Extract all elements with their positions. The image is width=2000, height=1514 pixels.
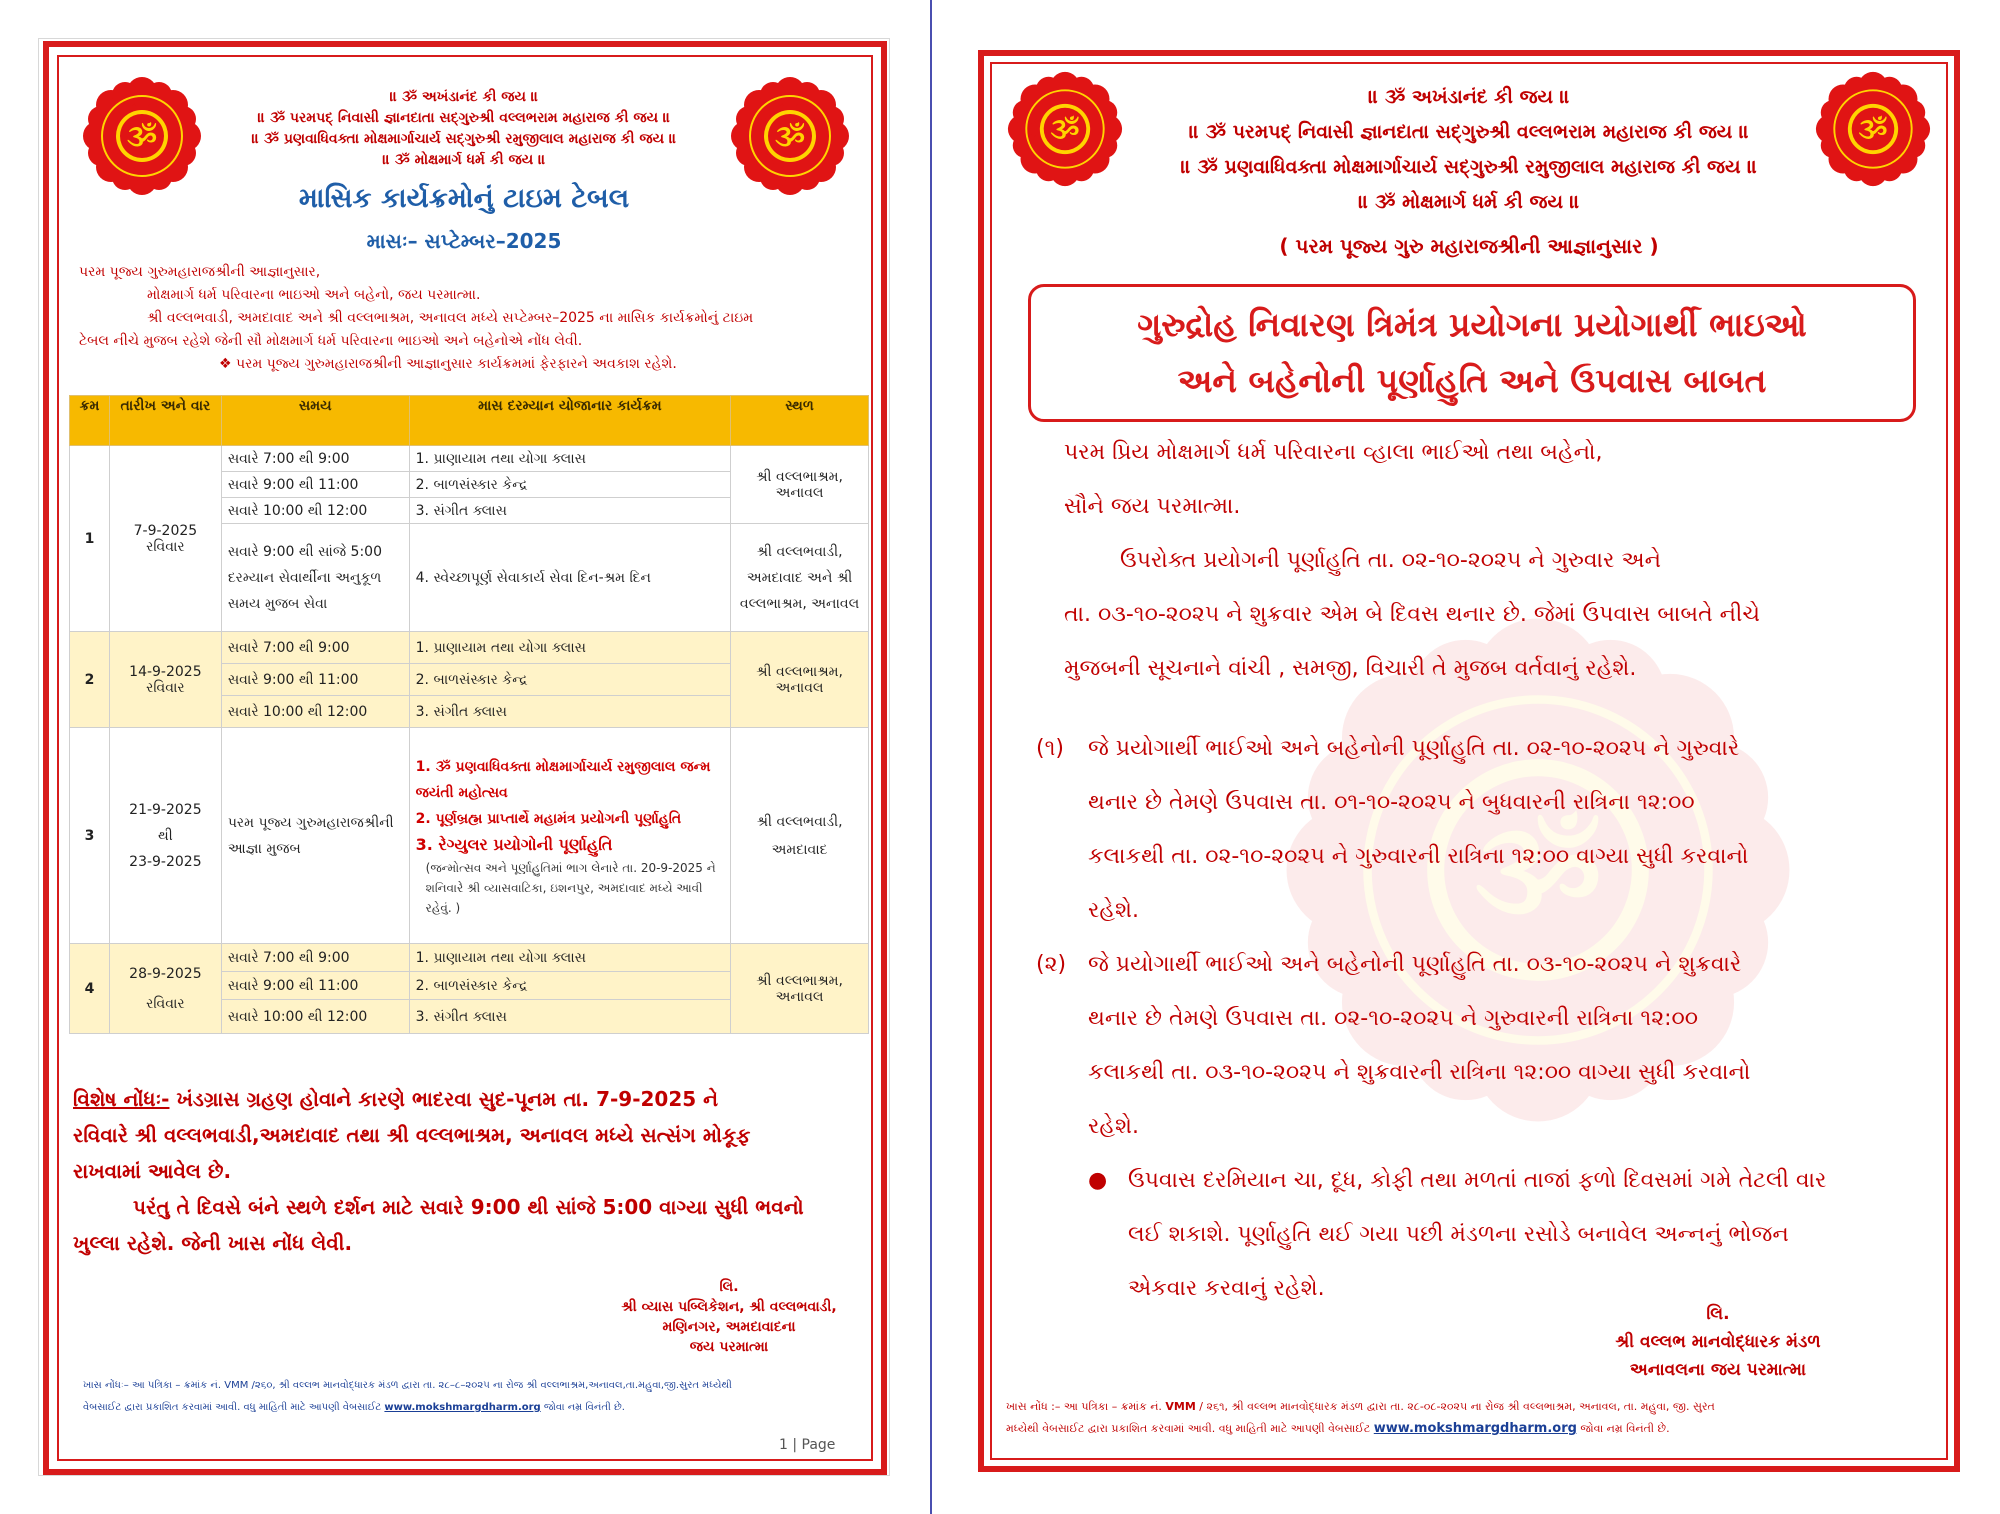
item-line: રહેશે.	[1088, 898, 1139, 923]
program-cell: 2. બાળસંસ્કાર કેન્દ્ર	[409, 972, 730, 1000]
col-header: ક્રમ	[70, 396, 110, 446]
intro-line: ❖ પરમ પૂજ્ય ગુરુમહારાજશ્રીની આજ્ઞાનુસાર કાર્યક્રમમાં ફેરફારને અવકાશ રહેશે.	[219, 356, 677, 372]
date-text: 28-9-2025	[129, 965, 202, 982]
time-cell: સવારે 9:00 થી સાંજે 5:00 દરમ્યાન સેવાર્થીના અનુકૂળ સમય મુજબ સેવા	[221, 524, 409, 632]
program-cell: 2. બાળસંસ્કાર કેન્દ્ર	[409, 472, 730, 498]
program-cell: 3. સંગીત ક્લાસ	[409, 696, 730, 728]
time-cell: સવારે 9:00 થી 11:00	[221, 972, 409, 1000]
col-header: માસ દરમ્યાન યોજાનાર કાર્યક્રમ	[409, 396, 730, 446]
item-line: થનાર છે તેમણે ઉપવાસ તા. ૦૧-૧૦-૨૦૨૫ ને બુધવારની રાત્રિના ૧૨:૦૦	[1088, 790, 1695, 815]
item-line: કલાકથી તા. ૦૨-૧૦-૨૦૨૫ ને ગુરુવારની રાત્રિના ૧૨:૦૦ વાગ્યા સુધી કરવાનો	[1088, 844, 1749, 869]
col-header: તારીખ અને વાર	[109, 396, 221, 446]
website-link[interactable]: www.mokshmargdharm.org	[1373, 1421, 1577, 1436]
time-cell: સવારે 10:00 થી 12:00	[221, 696, 409, 728]
day-text: રવિવાર	[146, 679, 185, 696]
date-text: 21-9-2025	[129, 801, 202, 818]
program-cell: 1. પ્રાણાયામ તથા યોગા ક્લાસ	[409, 632, 730, 664]
item-line: થનાર છે તેમણે ઉપવાસ તા. ૦૨-૧૦-૨૦૨૫ ને ગુરુવારની રાત્રિના ૧૨:૦૦	[1088, 1006, 1699, 1031]
table-row	[70, 944, 869, 972]
para-line: ઉપરોક્ત પ્રયોગની પૂર્ણાહુતિ તા. ૦૨-૧૦-૨૦૨૫ ને ગુરુવાર અને	[1120, 548, 1661, 573]
website-link[interactable]: www.mokshmargdharm.org	[384, 1402, 541, 1413]
bullet-line: એકવાર કરવાનું રહેશે.	[1128, 1276, 1325, 1301]
sig-li: લિ.	[719, 1279, 739, 1295]
program-note: (જન્મોત્સવ અને પૂર્ણાહુતિમાં ભાગ લેનારે તા. 20-9-2025 ને શનિવારે શ્રી વ્યાસવાટિકા, ઇશનપુર, અમદાવાદ મધ્યે આવી રહેવું. )	[425, 860, 716, 915]
place-cell: શ્રી વલ્લભાશ્રમ, અનાવલ	[731, 446, 869, 524]
place-cell: શ્રી વલ્લભવાડી, અમદાવાદ અને શ્રી વલ્લભાશ્રમ, અનાવલ	[731, 524, 869, 632]
footer-text: / ૨૬૧, શ્રી વલ્લભ માનવોદ્ધારક મંડળ દ્વારા તા. ૨૮-૦૮-૨૦૨૫ ના રોજ શ્રી વલ્લભાશ્રમ, અનાવલ, તા. મહુવા, જી. સુરત	[1195, 1400, 1715, 1413]
footer-line	[1006, 1418, 1936, 1440]
footer-line	[83, 1397, 883, 1419]
schedule-table	[69, 395, 869, 1034]
program-item: 1. ૐ પ્રણવાધિવક્તા મોક્ષમાર્ગાચાર્ય રમુજીલાલ જન્મ જયંતી મહોત્સવ	[415, 758, 711, 801]
intro-line: ટેબલ નીચે મુજબ રહેશે જેની સૌ મોક્ષમાર્ગ ધર્મ પરિવારના ભાઇઓ અને બહેનોએ નોંધ લેવી.	[79, 333, 583, 349]
sig-line: મણિનગર, અમદાવાદના	[662, 1319, 796, 1335]
month-label: માસઃ– સપ્ટેમ્બર–2025	[366, 229, 562, 253]
jay-header	[978, 80, 1960, 220]
greeting-line: પરમ પ્રિય મોક્ષમાર્ગ ધર્મ પરિવારના વ્હાલા ભાઈઓ તથા બહેનો,	[1064, 440, 1603, 465]
bullet-icon: ●	[1088, 1168, 1108, 1193]
time-cell: સવારે 9:00 થી 11:00	[221, 664, 409, 696]
jay-line: ॥ ૐ અખંડાનંદ કી જય ॥	[389, 89, 539, 105]
row-index: 2	[70, 632, 110, 728]
footer-text: મધ્યેથી વેબસાઈટ દ્વારા પ્રકાશિત કરવામાં આવી. વધુ માહિતી માટે આપણી વેબસાઈટ	[1006, 1422, 1374, 1435]
footer-text: ખાસ નોંધ :– આ પત્રિકા – ક્રમાંક નં.	[1006, 1400, 1166, 1413]
row-index: 3	[70, 728, 110, 944]
intro-line: મોક્ષમાર્ગ ધર્મ પરિવારના ભાઇઓ અને બહેનો, જય પરમાત્મા.	[147, 287, 481, 303]
col-header: સ્થળ	[731, 396, 869, 446]
table-header-row	[70, 396, 869, 446]
jay-header	[39, 87, 889, 171]
instruction-item	[1088, 722, 1928, 938]
bullet-line: ઉપવાસ દરમિયાન ચા, દૂધ, કોફી તથા મળતાં તાજાં ફળો દિવસમાં ગમે તેટલી વાર	[1128, 1168, 1827, 1193]
note-text: ખુલ્લા રહેશે. જેની ખાસ નોંધ લેવી.	[73, 1231, 353, 1255]
sig-line: શ્રી વલ્લભ માનવોદ્ધારક મંડળ	[1615, 1332, 1821, 1352]
footer-text: જોવા નમ્ર વિનંતી છે.	[540, 1402, 625, 1413]
item-line: કલાકથી તા. ૦૩-૧૦-૨૦૨૫ ને શુક્રવારની રાત્રિના ૧૨:૦૦ વાગ્યા સુધી કરવાનો	[1088, 1060, 1751, 1085]
left-signature	[579, 1277, 879, 1357]
instruction-item	[1088, 938, 1928, 1154]
agya-line: ( પરમ પૂજ્ય ગુરુ મહારાજશ્રીની આજ્ઞાનુસાર )	[1279, 234, 1659, 258]
program-cell: 3. સંગીત ક્લાસ	[409, 1000, 730, 1034]
program-cell: 3. સંગીત ક્લાસ	[409, 498, 730, 524]
time-cell: સવારે 9:00 થી 11:00	[221, 472, 409, 498]
row-date	[109, 446, 221, 632]
title-line: અને બહેનોની પૂર્ણાહુતિ અને ઉપવાસ બાબત	[1177, 361, 1767, 400]
time-cell: સવારે 7:00 થી 9:00	[221, 944, 409, 972]
jay-line: ॥ ૐ પરમપદ્ નિવાસી જ્ઞાનદાતા સદ્ગુરુશ્રી વલ્લભરામ મહારાજ કી જય ॥	[1188, 121, 1750, 143]
footer-text: વેબસાઈટ દ્વારા પ્રકાશિત કરવામાં આવી. વધુ માહિતી માટે આપણી વેબસાઈટ	[83, 1402, 385, 1413]
para-line: તા. ૦૩-૧૦-૨૦૨૫ ને શુક્રવાર એમ બે દિવસ થનાર છે. જેમાં ઉપવાસ બાબતે નીચે	[1064, 602, 1760, 627]
time-cell: સવારે 10:00 થી 12:00	[221, 498, 409, 524]
note-label: વિશેષ નોંધઃ-	[73, 1087, 170, 1111]
footer-text: જોવા નમ્ર વિનંતી છે.	[1576, 1422, 1670, 1435]
program-cell: 4. સ્વેચ્છાપૂર્ણ સેવાકાર્ય સેવા દિન-શ્રમ દિન	[409, 524, 730, 632]
date-text: 14-9-2025	[129, 663, 202, 680]
col-header: સમય	[221, 396, 409, 446]
right-signature	[1538, 1300, 1898, 1384]
intro-line: શ્રી વલ્લભવાડી, અમદાવાદ અને શ્રી વલ્લભાશ્રમ, અનાવલ મધ્યે સપ્ટેમ્બર–2025 ના માસિક કાર્યક્રમોનું ટાઇમ	[147, 310, 754, 326]
sig-line: જય પરમાત્મા	[689, 1339, 769, 1355]
program-cell: 2. બાળસંસ્કાર કેન્દ્ર	[409, 664, 730, 696]
place-cell: શ્રી વલ્લભવાડી, અમદાવાદ	[731, 728, 869, 944]
item-line: જે પ્રયોગાર્થી ભાઈઓ અને બહેનોની પૂર્ણાહુતિ તા. ૦૩-૧૦-૨૦૨૫ ને શુક્રવારે	[1088, 952, 1742, 977]
jay-line: ॥ ૐ પરમપદ્ નિવાસી જ્ઞાનદાતા સદ્ગુરુશ્રી વલ્લભરામ મહારાજ કી જય ॥	[257, 110, 671, 126]
intro-line: પરમ પૂજ્ય ગુરુમહારાજશ્રીની આજ્ઞાનુસાર,	[79, 264, 321, 280]
jay-line: ॥ ૐ પ્રણવાધિવક્તા મોક્ષમાર્ગાચાર્ય સદ્ગુરુશ્રી રમુજીલાલ મહારાજ કી જય ॥	[1180, 156, 1758, 178]
time-cell: સવારે 7:00 થી 9:00	[221, 446, 409, 472]
item-line: જે પ્રયોગાર્થી ભાઈઓ અને બહેનોની પૂર્ણાહુતિ તા. ૦૨-૧૦-૨૦૨૫ ને ગુરુવારે	[1088, 736, 1740, 761]
special-note	[73, 1081, 873, 1261]
note-text: રાખવામાં આવેલ છે.	[73, 1159, 232, 1183]
date-text: 7-9-2025	[133, 522, 198, 539]
time-cell: સવારે 10:00 થી 12:00	[221, 1000, 409, 1034]
place-cell: શ્રી વલ્લભાશ્રમ, અનાવલ	[731, 944, 869, 1034]
right-footer	[1006, 1396, 1936, 1440]
program-cell: 1. પ્રાણાયામ તથા યોગા ક્લાસ	[409, 944, 730, 972]
title-line: ગુરુદ્રોહ નિવારણ ત્રિમંત્ર પ્રયોગના પ્રયોગાર્થી ભાઇઓ	[1137, 305, 1807, 344]
sig-li: લિ.	[1706, 1304, 1730, 1324]
time-cell: સવારે 7:00 થી 9:00	[221, 632, 409, 664]
program-item: 3. રેગ્યુલર પ્રયોગોની પૂર્ણાહુતિ	[415, 834, 613, 854]
greeting-line: સૌને જય પરમાત્મા.	[1064, 494, 1241, 519]
jay-line: ॥ ૐ મોક્ષમાર્ગ ધર્મ કી જય ॥	[1358, 191, 1580, 213]
page-number: 1 | Page	[779, 1437, 836, 1453]
para-line: મુજબની સૂચનાને વાંચી , સમજી, વિચારી તે મુજબ વર્તવાનું રહેશે.	[1064, 656, 1637, 681]
program-item: 2. પૂર્ણબ્રહ્મ પ્રાપ્તાર્થે મહામંત્ર પ્રયોગની પૂર્ણાહુતિ	[415, 810, 682, 827]
jay-line: ॥ ૐ અખંડાનંદ કી જય ॥	[1368, 86, 1570, 108]
jay-line: ॥ ૐ પ્રણવાધિવક્તા મોક્ષમાર્ગાચાર્ય સદ્ગુરુશ્રી રમુજીલાલ મહારાજ કી જય ॥	[251, 131, 677, 147]
item-number: (૧)	[1036, 736, 1064, 761]
date-text: 23-9-2025	[129, 853, 202, 870]
page-divider	[930, 0, 932, 1514]
program-cell: 1. પ્રાણાયામ તથા યોગા ક્લાસ	[409, 446, 730, 472]
intro-block	[79, 261, 879, 376]
jay-line: ॥ ૐ મોક્ષમાર્ગ ધર્મ કી જય ॥	[382, 152, 546, 168]
footer-text: VMM	[1165, 1400, 1196, 1413]
program-cell	[409, 728, 730, 944]
title-box	[1028, 284, 1916, 422]
place-cell: શ્રી વલ્લભાશ્રમ, અનાવલ	[731, 632, 869, 728]
note-text: પરંતુ તે દિવસે બંને સ્થળે દર્શન માટે સવારે 9:00 થી સાંજે 5:00 વાગ્યા સુધી ભવનો	[133, 1195, 804, 1219]
sig-line: શ્રી વ્યાસ પબ્લિકેશન, શ્રી વલ્લભવાડી,	[621, 1299, 837, 1315]
row-date	[109, 632, 221, 728]
page-title: માસિક કાર્યક્રમોનું ટાઇમ ટેબલ	[298, 183, 630, 214]
greeting	[1064, 426, 1924, 534]
sig-line: અનાવલના જય પરમાત્મા	[1629, 1360, 1807, 1380]
item-line: રહેશે.	[1088, 1114, 1139, 1139]
bullet-item	[1128, 1154, 1928, 1316]
day-text: રવિવાર	[146, 995, 185, 1012]
time-cell: પરમ પૂજ્ય ગુરુમહારાજશ્રીની આજ્ઞા મુજબ	[221, 728, 409, 944]
right-page	[978, 50, 1960, 1472]
left-footer	[83, 1375, 883, 1419]
row-index: 1	[70, 446, 110, 632]
row-index: 4	[70, 944, 110, 1034]
day-text: રવિવાર	[146, 538, 185, 555]
footer-line	[1006, 1396, 1936, 1418]
date-text: થી	[158, 827, 173, 844]
note-text: રવિવારે શ્રી વલ્લભવાડી,અમદાવાદ તથા શ્રી વલ્લભાશ્રમ, અનાવલ મધ્યે સત્સંગ મોકૂફ	[73, 1123, 751, 1147]
table-row	[70, 728, 869, 944]
table-row	[70, 632, 869, 664]
table-row	[70, 446, 869, 472]
row-date	[109, 728, 221, 944]
left-page	[38, 38, 890, 1476]
note-text: ખંડગ્રાસ ગ્રહણ હોવાને કારણે ભાદરવા સુદ-પૂનમ તા. 7-9-2025 ને	[169, 1087, 719, 1111]
footer-line: ખાસ નોંધઃ– આ પત્રિકા – ક્રમાંક નં. VMM /૨૬૦, શ્રી વલ્લભ માનવોદ્ધારક મંડળ દ્વારા તા. ૨૮–૮–૨૦૨૫ ના રોજ શ્રી વલ્લભાશ્રમ,અનાવલ,તા.મહુવા,જી.સુરત મધ્યેથી	[83, 1380, 732, 1391]
row-date	[109, 944, 221, 1034]
bullet-line: લઈ શકાશે. પૂર્ણાહુતિ થઈ ગયા પછી મંડળના રસોડે બનાવેલ અન્નનું ભોજન	[1128, 1222, 1789, 1247]
item-number: (૨)	[1036, 952, 1067, 977]
intro-paragraph	[1064, 534, 1924, 696]
